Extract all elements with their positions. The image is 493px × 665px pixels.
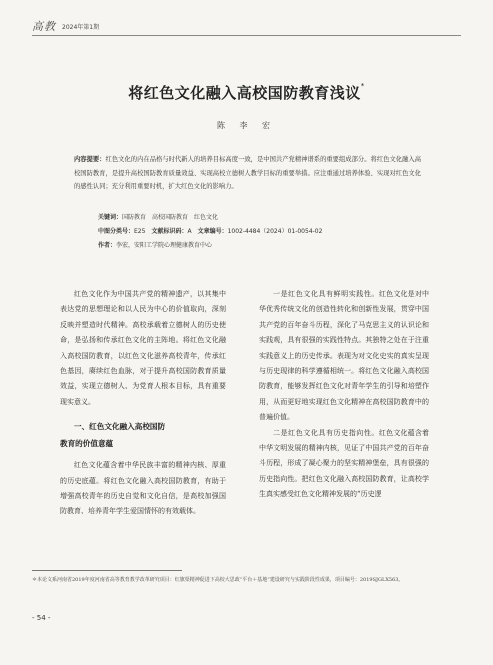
author-name: 陈 李 宏: [216, 121, 277, 130]
clc-label: 中图分类号：: [98, 228, 135, 235]
intro-paragraph: 红色文化作为中国共产党的精神遗产，以其集中表达党的思想理论和以人民为中心的价值取向，深刻反映并塑造时代精神。高校承载着立德树人的历史使命，是弘扬和传承红色文化的主阵地。将红色文化融入高校国防教育，以红色文化滋养高校青年，传承红色基因，赓续红色血脉，对于提升高校国防教育质量效益，实现立德树人、为党育人根本目标，具有重要现实意义。: [60, 290, 226, 406]
journal-logo: 高教: [32, 20, 56, 33]
point-2-heading: 二是红色文化具有历史指向性。: [273, 428, 379, 437]
article-number-value: 1002-4484（2024）01-0054-02: [227, 228, 323, 235]
abstract-text: 红色文化的内在品格与时代新人的培养目标高度一致，是中国共产党精神谱系的重要组成部分。将红色文化融入高校国防教育，是提升高校国防教育质量效益、实现高校立德树人教学目标的重要举措。应注重通过培养体验、实现对红色文化的感性认同；充分利用重要时机，扩大红色文化的影响力。: [74, 156, 422, 190]
section-heading-1: [60, 418, 226, 452]
right-paragraph-1: [259, 287, 429, 426]
doc-code-value: A: [187, 228, 192, 235]
section1-paragraph: 红色文化蕴含着中华民族丰富的精神内核、厚重的历史底蕴。将红色文化融入高校国防教育，有助于增强高校青年的历史自觉和文化自信，是高校加强国防教育、培养青年学生爱国情怀的有效载体。: [60, 461, 226, 516]
classification-line: [98, 226, 322, 235]
keywords-text: 国防教育 高校国防教育 红色文化: [122, 214, 219, 221]
title-footnote-mark: *: [360, 82, 365, 90]
header-divider: [32, 35, 461, 36]
left-column: [60, 287, 226, 520]
keywords-line: [98, 212, 218, 221]
issue-label: 2024年第1期: [62, 23, 100, 31]
abstract: [74, 153, 421, 194]
author-info-text: 李宏，安阳工学院心理健康教育中心: [116, 242, 213, 249]
footnote: ＊本论文系河南省2019年度河南省高等教育教学改革研究项目：红旗渠精神促进下高校大思政“平台＋基地”建设研究与实践阶段性成果，项目编号：2019SJGLX563。: [32, 577, 404, 583]
abstract-label: 内容提要：: [74, 156, 106, 163]
section-heading-1-line1: 一、红色文化融入高校国防: [74, 422, 166, 432]
running-head: [32, 18, 461, 34]
point-1-text: 红色文化是对中华优秀传统文化的创造性转化和创新性发展，贯穿中国共产党的百年奋斗历程，深化了马克思主义的认识论和实践观，具有很强的实践性特点。其独特之处在于注重实践意义上的历史传承。表现为对文化史实的真实呈现与历史现律的科学遵循相统一。将红色文化融入高校国防教育，能够发挥红色文化对青年学生的引导和培塑作用，从而更好地实现红色文化精神在高校国防教育中的普遍价值。: [259, 290, 430, 422]
author-info-label: 作者：: [98, 242, 117, 249]
author-info-line: [98, 240, 212, 249]
footnote-divider: [32, 570, 182, 571]
right-paragraph-2: [259, 426, 429, 503]
clc-value: E25: [134, 228, 146, 235]
article-number-label: 文章编号：: [197, 228, 228, 235]
page-number: - 54 -: [32, 614, 51, 622]
article-title-text: 将红色文化融入高校国防教育浅议: [128, 84, 361, 102]
point-1-heading: 一是红色文化具有鲜明实践性。: [273, 290, 379, 298]
section-heading-1-line2: 教育的价值意蕴: [60, 439, 114, 449]
keywords-label: 关键词：: [98, 214, 123, 221]
right-column: [259, 287, 429, 503]
doc-code-label: 文献标识码：: [151, 228, 188, 235]
article-title: [0, 82, 493, 103]
point-2-text: 红色文化蕴含着中华文明发展的精神内核，见证了中国共产党的百年奋斗历程，形成了凝心聚力的坚实精神堡垒，具有很强的历史指向性。把红色文化融入高校国防教育，让高校学生真实感受红色文化精神发展的“历史逻: [259, 428, 430, 499]
